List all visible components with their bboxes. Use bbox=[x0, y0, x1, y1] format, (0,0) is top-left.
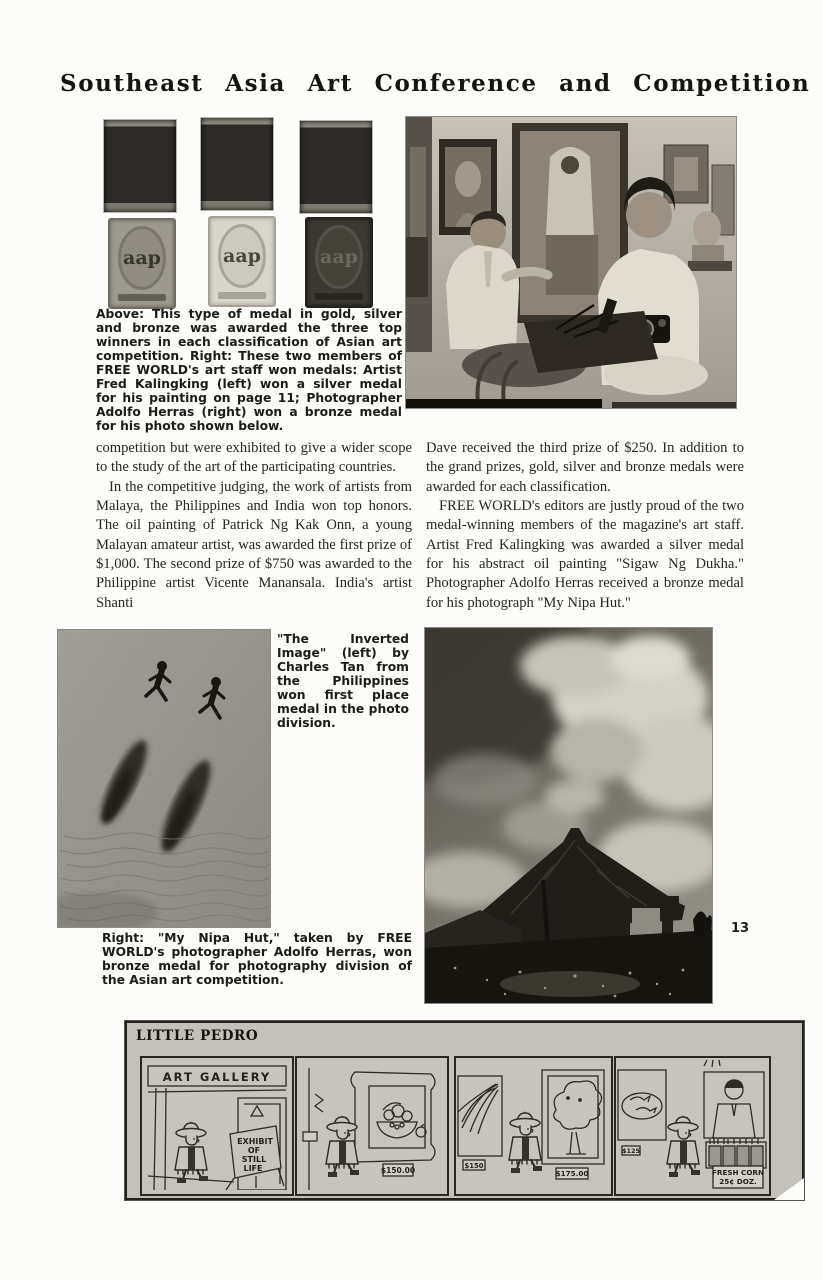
studio-photo-art bbox=[406, 117, 736, 408]
page-number: 13 bbox=[731, 921, 750, 936]
comic-title: LITTLE PEDRO bbox=[136, 1028, 259, 1044]
nipa-hut-photo bbox=[425, 628, 712, 1003]
medal-front-gold bbox=[108, 218, 176, 309]
easel-text: LIFE bbox=[243, 1164, 263, 1173]
paragraph: In the competitive judging, the work of artists from Malaya, the Philippines and India won top honors. The oil painting of Patrick Ng Kak Onn, a young Malayan amateur artist, was awarded the first prize of $1,000. The second prize of $750 was awarded to the Philippine artist Vicente Manansala. India's artist Shanti bbox=[96, 478, 412, 611]
medal-front-silver bbox=[208, 216, 276, 307]
page-title: Southeast Asia Art Conference and Competition bbox=[60, 70, 811, 97]
gallery-sign-text: ART GALLERY bbox=[162, 1070, 272, 1084]
paragraph: Dave received the third prize of $250. In addition to the grand prizes, gold, silver and bronze medals were awarded for each classification. bbox=[426, 440, 744, 495]
price-tag: $150.00 bbox=[380, 1166, 416, 1175]
price-tag: $150 bbox=[464, 1162, 484, 1170]
medal-oval bbox=[315, 225, 363, 289]
medal-banner bbox=[218, 292, 266, 299]
pedro-character bbox=[175, 1123, 208, 1183]
easel-text: OF bbox=[247, 1146, 261, 1155]
medal-back-gold bbox=[103, 119, 177, 213]
medal-banner bbox=[118, 294, 166, 301]
comic-strip bbox=[125, 1021, 804, 1200]
inverted-image-caption: "The Inverted Image" (left) by Charles Tan from the Philippines won first place medal in the photo division. bbox=[277, 632, 409, 731]
price-tag: $125 bbox=[621, 1147, 641, 1155]
article-left-column bbox=[96, 439, 412, 613]
beach-runners-art bbox=[58, 630, 270, 927]
medals-caption: Above: This type of medal in gold, silver and bronze was awarded the three top winners in each classification of Asian art competition. Right: These two members of FREE WORLD's art staff won medals: Artist Fred Kalingking (left) won a silver medal for his painting on page 11; Photographer Adolfo Herras (right) won a bronze medal for his photo shown below. bbox=[96, 307, 402, 434]
pedro-character bbox=[509, 1113, 542, 1173]
price-tag: $175.00 bbox=[555, 1169, 589, 1178]
medal-banner bbox=[315, 293, 363, 300]
corn-sign-text: 25¢ DOZ. bbox=[719, 1177, 757, 1186]
aap-logo: aap bbox=[320, 245, 358, 268]
aap-logo: aap bbox=[223, 244, 261, 267]
comic-panel-3 bbox=[454, 1056, 613, 1196]
medal-back-bronze bbox=[299, 120, 373, 214]
comic-panel-1 bbox=[140, 1056, 294, 1196]
comic-panel-4 bbox=[614, 1056, 771, 1196]
pedro-character bbox=[326, 1117, 359, 1177]
medal-oval bbox=[118, 226, 166, 290]
aap-logo: aap bbox=[123, 246, 161, 269]
nipa-hut-art bbox=[425, 628, 712, 1003]
corn-sign-text: FRESH CORN bbox=[712, 1168, 764, 1177]
medal-oval bbox=[218, 224, 266, 288]
inverted-image-photo bbox=[58, 630, 270, 927]
paragraph: FREE WORLD's editors are justly proud of the two medal-winning members of the magazine's art staff. Artist Fred Kalingking was awarded a silver medal for his abstract oil painting "Sigaw Ng Dukha." Photographer Adolfo Herras received a bronze medal for his photograph "My Nipa Hut." bbox=[426, 497, 744, 611]
pedro-character bbox=[667, 1117, 700, 1177]
easel-text: STILL bbox=[241, 1155, 267, 1164]
two-men-studio-photo bbox=[406, 117, 736, 408]
torn-corner bbox=[774, 1178, 804, 1200]
nipa-hut-caption: Right: "My Nipa Hut," taken by FREE WORLD's photographer Adolfo Herras, won bronze medal for photography division of the Asian art competition. bbox=[102, 931, 412, 988]
medal-photos bbox=[103, 117, 373, 307]
comic-panel-2 bbox=[295, 1056, 449, 1196]
paragraph: competition but were exhibited to give a wider scope to the study of the art of the participating countries. bbox=[96, 440, 412, 476]
medal-back-silver bbox=[200, 117, 274, 211]
medal-front-bronze bbox=[305, 217, 373, 308]
easel-text: EXHIBIT bbox=[237, 1137, 273, 1146]
article-right-column bbox=[426, 439, 744, 613]
